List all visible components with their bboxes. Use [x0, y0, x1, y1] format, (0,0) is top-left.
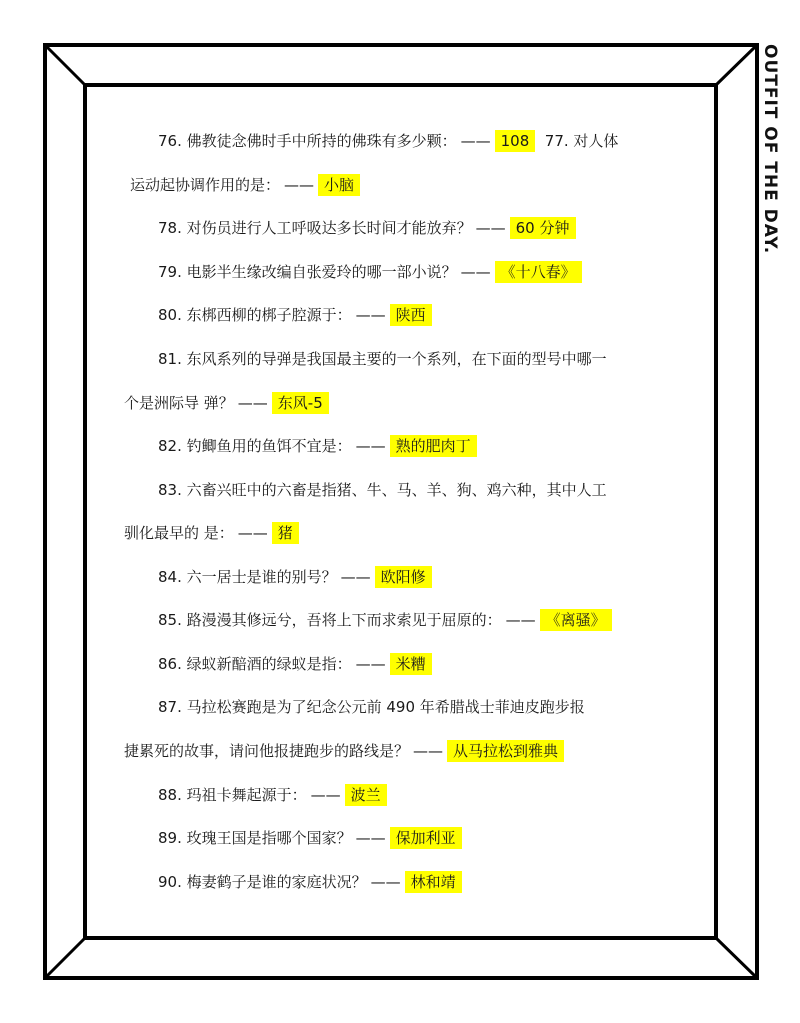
answer-dash: ——: [505, 611, 536, 629]
quiz-line: [158, 608, 612, 632]
quiz-line: [158, 826, 462, 850]
answer-dash: ——: [284, 176, 315, 194]
answer-highlight: 欧阳修: [375, 566, 432, 588]
quiz-line: [158, 695, 585, 719]
answer-dash: ——: [355, 655, 386, 673]
answer-dash: ——: [237, 394, 268, 412]
question-text: 个是洲际导 弹？: [124, 394, 234, 412]
quiz-line: [124, 391, 329, 415]
question-text: 86. 绿蚁新醅酒的绿蚁是指：: [158, 655, 352, 673]
question-text: 85. 路漫漫其修远兮，吾将上下而求索见于屈原的：: [158, 611, 502, 629]
question-text: 87. 马拉松赛跑是为了纪念公元前 490 年希腊战士菲迪皮跑步报: [158, 698, 585, 716]
answer-highlight: 猪: [272, 522, 299, 544]
question-text: 88. 玛祖卡舞起源于：: [158, 786, 307, 804]
question-text: 78. 对伤员进行人工呼吸达多长时间才能放弃？: [158, 219, 472, 237]
quiz-line: [130, 173, 360, 197]
answer-dash: ——: [460, 132, 491, 150]
question-text: 79. 电影半生缘改编自张爱玲的哪一部小说？: [158, 263, 457, 281]
quiz-line: [158, 870, 462, 894]
question-text: 83. 六畜兴旺中的六畜是指猪、牛、马、羊、狗、鸡六种，其中人工: [158, 481, 607, 499]
answer-dash: ——: [310, 786, 341, 804]
answer-highlight: 熟的肥肉丁: [390, 435, 477, 457]
quiz-line: [158, 129, 618, 153]
side-label-text: OUTFIT OF THE DAY.: [760, 44, 780, 255]
answer-dash: ——: [355, 306, 386, 324]
quiz-line: [158, 260, 582, 284]
answer-highlight: 米糟: [390, 653, 432, 675]
quiz-line: [124, 521, 299, 545]
question-text: 81. 东风系列的导弹是我国最主要的一个系列，在下面的型号中哪一: [158, 350, 607, 368]
answer-dash: ——: [460, 263, 491, 281]
answer-highlight: 小脑: [318, 174, 360, 196]
answer-dash: ——: [413, 742, 444, 760]
answer-highlight: 波兰: [345, 784, 387, 806]
quiz-line: [158, 347, 607, 371]
answer-highlight: 东风-5: [272, 392, 329, 414]
question-text: 捷累死的故事，请问他报捷跑步的路线是？: [124, 742, 410, 760]
answer-highlight: 108: [495, 130, 536, 152]
answer-highlight: 60 分钟: [510, 217, 576, 239]
side-label: [758, 44, 788, 284]
question-text: 运动起协调作用的是：: [130, 176, 281, 194]
question-text: 90. 梅妻鹤子是谁的家庭状况？: [158, 873, 367, 891]
answer-dash: ——: [475, 219, 506, 237]
quiz-line: [158, 565, 432, 589]
answer-highlight: 保加利亚: [390, 827, 462, 849]
question-text: 84. 六一居士是谁的别号？: [158, 568, 337, 586]
question-text: 80. 东梆西柳的梆子腔源于：: [158, 306, 352, 324]
continuation-text: 77. 对人体: [535, 132, 619, 150]
quiz-line: [158, 303, 432, 327]
answer-highlight: 《离骚》: [540, 609, 612, 631]
question-text: 82. 钓鲫鱼用的鱼饵不宜是：: [158, 437, 352, 455]
quiz-line: [158, 652, 432, 676]
answer-highlight: 陕西: [390, 304, 432, 326]
quiz-line: [124, 739, 564, 763]
answer-dash: ——: [340, 568, 371, 586]
answer-dash: ——: [370, 873, 401, 891]
answer-dash: ——: [237, 524, 268, 542]
answer-highlight: 林和靖: [405, 871, 462, 893]
quiz-line: [158, 434, 477, 458]
quiz-line: [158, 216, 576, 240]
answer-highlight: 《十八春》: [495, 261, 582, 283]
question-text: 89. 玫瑰王国是指哪个国家？: [158, 829, 352, 847]
quiz-line: [158, 783, 387, 807]
answer-highlight: 从马拉松到雅典: [447, 740, 564, 762]
quiz-line: [158, 478, 607, 502]
question-text: 驯化最早的 是：: [124, 524, 234, 542]
answer-dash: ——: [355, 437, 386, 455]
answer-dash: ——: [355, 829, 386, 847]
question-text: 76. 佛教徒念佛时手中所持的佛珠有多少颗：: [158, 132, 457, 150]
